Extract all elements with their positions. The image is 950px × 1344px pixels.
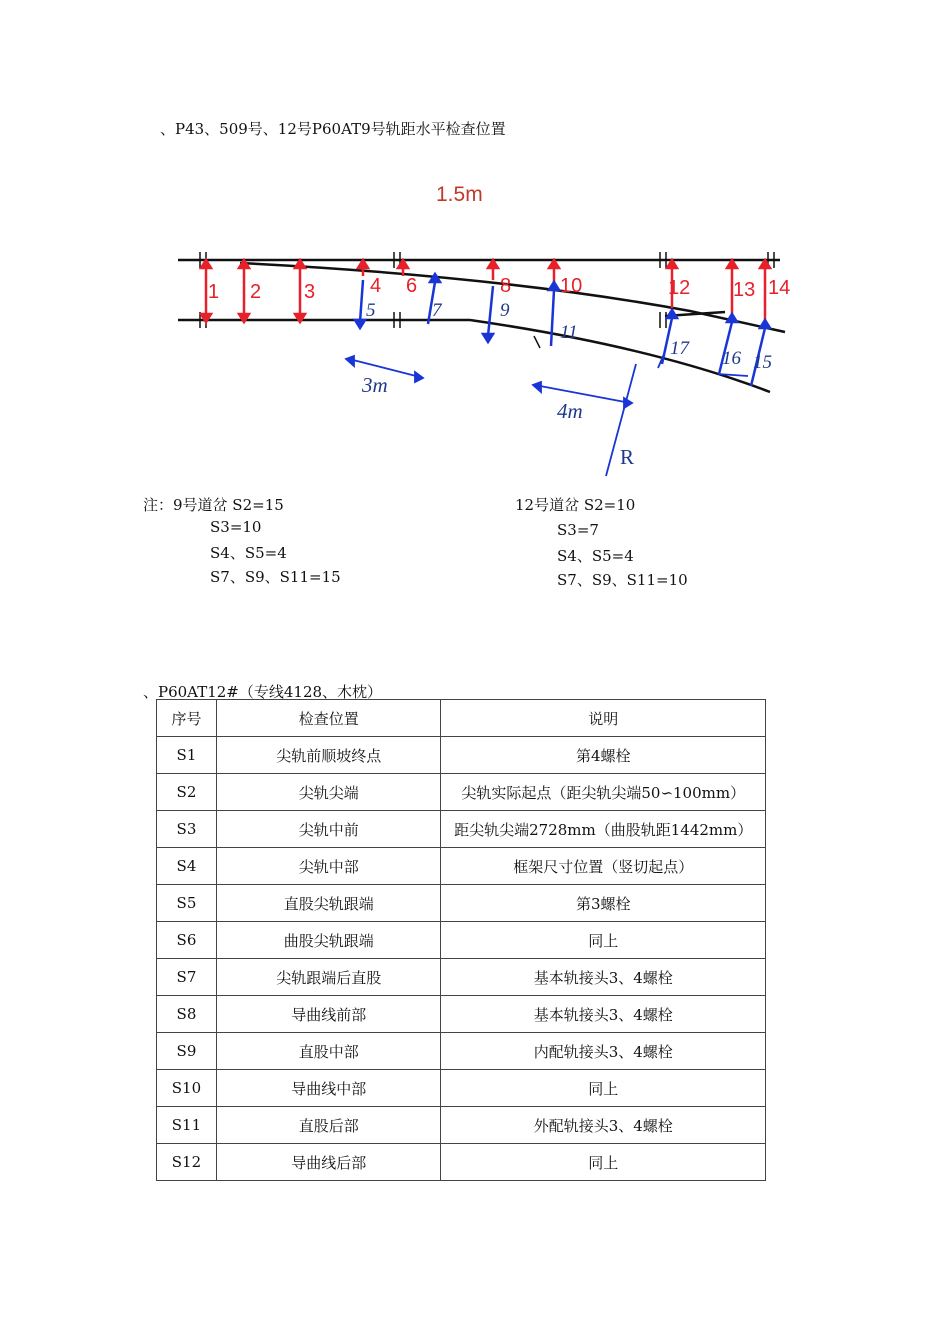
cell-seq: S2 <box>157 774 217 811</box>
cell-note: 基本轨接头3、4螺栓 <box>441 996 766 1033</box>
note-left-line-3: S4、S5=4 <box>210 544 287 562</box>
table-row <box>157 774 766 811</box>
note-right-line-3: S4、S5=4 <box>557 547 634 565</box>
header-note: 说明 <box>441 700 766 737</box>
dim-label-4m: 4m <box>557 399 583 423</box>
table-row <box>157 811 766 848</box>
point-label-7: 7 <box>432 300 442 321</box>
cell-position: 导曲线前部 <box>216 996 441 1033</box>
point-label-6: 6 <box>406 275 418 297</box>
note-right-line-4: S7、S9、S11=10 <box>557 571 688 589</box>
point-label-14: 14 <box>768 277 791 299</box>
cell-note: 第4螺栓 <box>441 737 766 774</box>
cell-seq: S6 <box>157 922 217 959</box>
cell-note: 第3螺栓 <box>441 885 766 922</box>
point-label-1: 1 <box>208 281 220 303</box>
cell-position: 尖轨前顺坡终点 <box>216 737 441 774</box>
table-row <box>157 959 766 996</box>
cell-position: 尖轨中部 <box>216 848 441 885</box>
point-label-8: 8 <box>500 275 512 297</box>
note-right-line-1: 12号道岔 S2=10 <box>515 496 636 514</box>
point-label-17: 17 <box>670 338 689 359</box>
cell-note: 框架尺寸位置（竖切起点） <box>441 848 766 885</box>
note-left-line-1: 注：9号道岔 S2=15 <box>143 496 284 514</box>
table-row <box>157 996 766 1033</box>
scale-label: 1.5m <box>436 183 483 206</box>
cell-seq: S10 <box>157 1070 217 1107</box>
cell-seq: S11 <box>157 1107 217 1144</box>
cell-seq: S8 <box>157 996 217 1033</box>
cell-position: 导曲线中部 <box>216 1070 441 1107</box>
point-label-2: 2 <box>250 281 262 303</box>
note-right-line-2: S3=7 <box>557 521 599 539</box>
note-left-line-4: S7、S9、S11=15 <box>210 568 341 586</box>
point-label-4: 4 <box>370 275 382 297</box>
cell-seq: S1 <box>157 737 217 774</box>
table-row <box>157 1070 766 1107</box>
radius-label: R <box>620 445 635 469</box>
table-row <box>157 1107 766 1144</box>
table-header-row <box>157 700 766 737</box>
inspection-table <box>156 699 766 1181</box>
section1-title: 、P43、509号、12号P60AT9号轨距水平检查位置 <box>160 120 506 138</box>
cell-position: 尖轨跟端后直股 <box>216 959 441 996</box>
cell-note: 外配轨接头3、4螺栓 <box>441 1107 766 1144</box>
table-row <box>157 737 766 774</box>
cell-position: 尖轨尖端 <box>216 774 441 811</box>
note-left-line-2: S3=10 <box>210 518 262 536</box>
point-label-9: 9 <box>500 300 510 321</box>
cell-seq: S3 <box>157 811 217 848</box>
turnout-diagram <box>170 236 800 481</box>
point-label-3: 3 <box>304 281 316 303</box>
cell-position: 直股后部 <box>216 1107 441 1144</box>
table-row <box>157 1033 766 1070</box>
cell-note: 基本轨接头3、4螺栓 <box>441 959 766 996</box>
table-row <box>157 885 766 922</box>
cell-note: 同上 <box>441 922 766 959</box>
table-row <box>157 1144 766 1181</box>
point-label-16: 16 <box>722 348 741 369</box>
cell-seq: S12 <box>157 1144 217 1181</box>
cell-position: 尖轨中前 <box>216 811 441 848</box>
table-row <box>157 848 766 885</box>
cell-seq: S7 <box>157 959 217 996</box>
point-label-5: 5 <box>366 300 376 321</box>
header-position: 检查位置 <box>216 700 441 737</box>
header-seq: 序号 <box>157 700 217 737</box>
rails <box>178 260 785 392</box>
point-label-10: 10 <box>560 275 583 297</box>
cell-note: 同上 <box>441 1070 766 1107</box>
point-label-15: 15 <box>753 352 772 373</box>
cell-note: 同上 <box>441 1144 766 1181</box>
cell-seq: S9 <box>157 1033 217 1070</box>
cell-note: 尖轨实际起点（距尖轨尖端50∽100mm） <box>441 774 766 811</box>
cell-position: 直股中部 <box>216 1033 441 1070</box>
cell-seq: S5 <box>157 885 217 922</box>
point-label-12: 12 <box>668 277 691 299</box>
cell-position: 曲股尖轨跟端 <box>216 922 441 959</box>
cell-seq: S4 <box>157 848 217 885</box>
cell-position: 直股尖轨跟端 <box>216 885 441 922</box>
point-label-13: 13 <box>733 279 756 301</box>
section2-title: 、P60AT12#（专线4128、木枕） <box>143 683 383 701</box>
cell-note: 内配轨接头3、4螺栓 <box>441 1033 766 1070</box>
point-label-11: 11 <box>560 322 578 343</box>
cell-position: 导曲线后部 <box>216 1144 441 1181</box>
table-row <box>157 922 766 959</box>
cell-note: 距尖轨尖端2728mm（曲股轨距1442mm） <box>441 811 766 848</box>
dim-label-3m: 3m <box>362 373 388 397</box>
